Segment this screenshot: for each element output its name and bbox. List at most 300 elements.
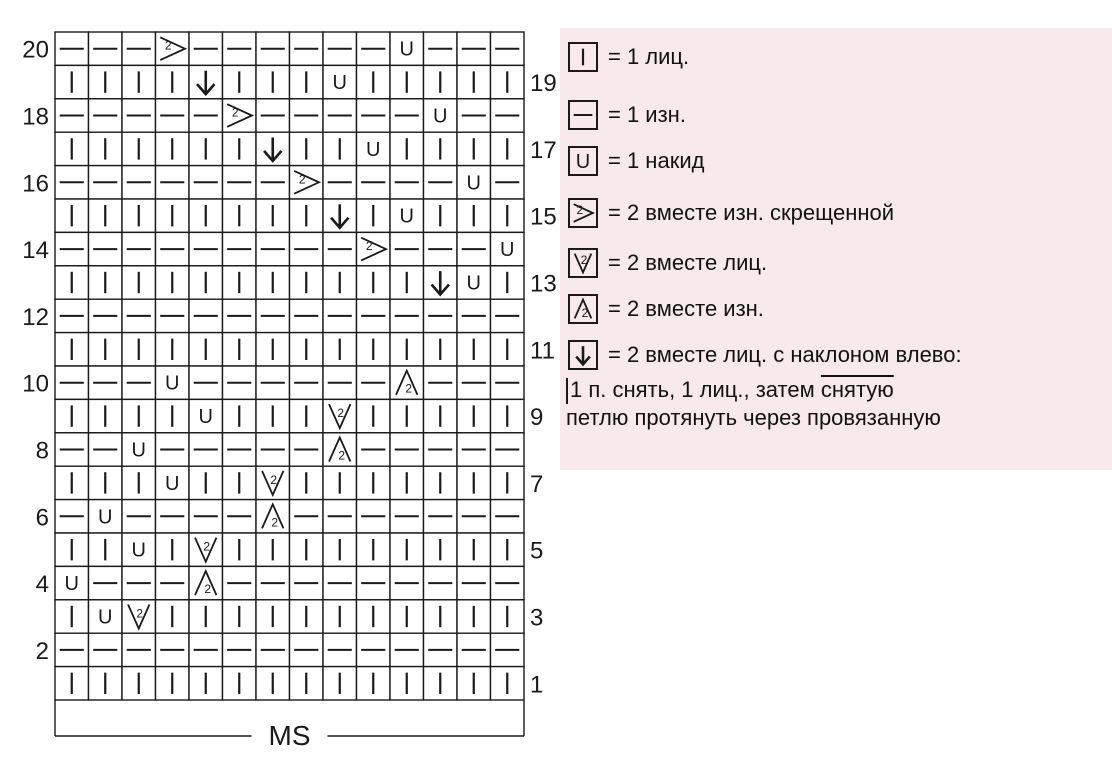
svg-text:2: 2 — [580, 253, 588, 267]
chart-cell — [256, 132, 290, 165]
chart-cell — [390, 466, 424, 499]
purl-stitch-icon — [568, 100, 598, 130]
stitch-symbol-yo — [333, 72, 347, 94]
chart-cell — [390, 600, 424, 633]
chart-cell — [156, 32, 190, 65]
chart-cell — [156, 500, 190, 533]
svg-text:2: 2 — [204, 582, 212, 597]
stitch-symbol-yo — [467, 172, 481, 194]
chart-caption: MS — [268, 720, 311, 751]
row-number: 6 — [35, 504, 49, 532]
stitch-symbol-yo — [98, 607, 112, 629]
chart-cell — [122, 633, 156, 666]
chart-cell — [89, 633, 123, 666]
chart-cell — [290, 166, 324, 199]
chart-cell — [390, 633, 424, 666]
chart-cell — [390, 166, 424, 199]
chart-cell — [122, 32, 156, 65]
row-number: 3 — [530, 604, 544, 632]
chart-cell — [457, 166, 491, 199]
stitch-symbol-yo — [132, 540, 146, 562]
chart-cell — [156, 566, 190, 599]
chart-cell — [156, 600, 190, 633]
chart-cell — [256, 299, 290, 332]
legend-item — [568, 248, 767, 278]
chart-cell — [290, 533, 324, 566]
row-number: 7 — [530, 470, 544, 498]
chart-cell — [156, 533, 190, 566]
chart-cell — [424, 399, 458, 432]
stitch-symbol-yo — [199, 406, 213, 428]
chart-cell — [89, 99, 123, 132]
row-number: 15 — [530, 203, 557, 231]
yarn-over-icon — [568, 146, 598, 176]
chart-cell — [323, 466, 357, 499]
chart-cell — [290, 232, 324, 265]
legend-item — [568, 294, 764, 324]
chart-cell — [290, 399, 324, 432]
stitch-symbol-yo — [400, 206, 414, 228]
svg-text:2: 2 — [337, 406, 345, 421]
chart-cell — [323, 600, 357, 633]
chart-cell — [122, 600, 156, 633]
chart-cell — [424, 366, 458, 399]
chart-cell — [457, 266, 491, 299]
chart-cell — [424, 266, 458, 299]
chart-cell — [89, 366, 123, 399]
chart-cell — [156, 266, 190, 299]
svg-text:U: U — [98, 606, 113, 629]
chart-cell — [290, 333, 324, 366]
chart-cell — [256, 466, 290, 499]
chart-cell — [122, 500, 156, 533]
chart-cell — [424, 99, 458, 132]
row-number: 4 — [35, 571, 49, 599]
chart-row — [55, 65, 524, 98]
chart-cell — [189, 266, 223, 299]
svg-text:2: 2 — [164, 38, 172, 53]
chart-cell — [491, 333, 525, 366]
chart-cell — [256, 199, 290, 232]
chart-cell — [256, 433, 290, 466]
chart-cell — [156, 466, 190, 499]
svg-text:U: U — [131, 439, 146, 462]
svg-text:U: U — [64, 573, 79, 596]
chart-cell — [256, 667, 290, 700]
chart-cell — [357, 667, 391, 700]
chart-cell — [189, 99, 223, 132]
legend-panel — [560, 28, 1112, 470]
legend-item-text: = 1 накид — [608, 148, 705, 173]
stitch-symbol-yo — [433, 106, 447, 128]
chart-cell — [323, 333, 357, 366]
chart-cell — [189, 32, 223, 65]
chart-cell — [357, 433, 391, 466]
chart-cell — [357, 633, 391, 666]
chart-cell — [55, 533, 89, 566]
chart-cell — [223, 566, 257, 599]
chart-row — [55, 333, 524, 366]
chart-cell — [491, 500, 525, 533]
chart-cell — [491, 633, 525, 666]
chart-cell — [457, 466, 491, 499]
chart-cell — [290, 99, 324, 132]
legend-note-line-2: петлю протянуть через провязанную — [566, 405, 941, 430]
chart-cell — [290, 667, 324, 700]
chart-cell — [55, 366, 89, 399]
chart-cell — [122, 299, 156, 332]
svg-text:2: 2 — [136, 606, 144, 621]
legend-item-text: = 2 вместе лиц. — [608, 250, 768, 275]
chart-cell — [189, 166, 223, 199]
svg-text:U: U — [466, 272, 481, 295]
chart-cell — [223, 32, 257, 65]
chart-cell — [323, 667, 357, 700]
chart-cell — [223, 199, 257, 232]
chart-cell — [424, 132, 458, 165]
chart-cell — [457, 433, 491, 466]
chart-cell — [357, 266, 391, 299]
chart-cell — [290, 500, 324, 533]
chart-cell — [424, 566, 458, 599]
chart-cell — [323, 299, 357, 332]
chart-cell — [390, 299, 424, 332]
chart-cell — [491, 466, 525, 499]
chart-row — [55, 600, 524, 633]
chart-cell — [323, 533, 357, 566]
chart-cell — [256, 600, 290, 633]
chart-cell — [357, 199, 391, 232]
chart-cell — [256, 500, 290, 533]
chart-cell — [457, 199, 491, 232]
chart-cell — [55, 32, 89, 65]
chart-cell — [290, 199, 324, 232]
chart-cell — [223, 166, 257, 199]
chart-cell — [290, 633, 324, 666]
stitch-symbol-yo — [500, 239, 514, 261]
chart-cell — [323, 399, 357, 432]
chart-cell — [89, 500, 123, 533]
chart-row — [55, 667, 524, 700]
chart-cell — [424, 166, 458, 199]
chart-cell — [55, 232, 89, 265]
chart-cell — [55, 65, 89, 98]
chart-cell — [491, 600, 525, 633]
svg-text:2: 2 — [203, 539, 211, 554]
chart-cell — [156, 99, 190, 132]
chart-cell — [424, 633, 458, 666]
legend-item — [568, 100, 686, 130]
chart-cell — [323, 166, 357, 199]
chart-cell — [390, 65, 424, 98]
svg-text:U: U — [399, 38, 414, 61]
chart-cell — [457, 132, 491, 165]
chart-cell — [491, 99, 525, 132]
row-number: 14 — [22, 237, 49, 265]
chart-cell — [491, 65, 525, 98]
chart-cell — [424, 299, 458, 332]
chart-cell — [223, 266, 257, 299]
chart-cell — [290, 65, 324, 98]
chart-cell — [122, 166, 156, 199]
chart-cell — [357, 566, 391, 599]
chart-cell — [357, 166, 391, 199]
chart-cell — [424, 533, 458, 566]
chart-cell — [189, 533, 223, 566]
chart-cell — [89, 266, 123, 299]
row-number: 17 — [530, 136, 557, 164]
chart-cell — [357, 299, 391, 332]
chart-cell — [223, 99, 257, 132]
chart-cell — [323, 132, 357, 165]
chart-cell — [189, 566, 223, 599]
row-number: 2 — [35, 637, 49, 665]
svg-text:U: U — [466, 172, 481, 195]
stitch-symbol-yo — [467, 273, 481, 295]
chart-cell — [122, 232, 156, 265]
chart-cell — [89, 466, 123, 499]
chart-cell — [390, 533, 424, 566]
chart-cell — [424, 466, 458, 499]
stitch-symbol-yo — [65, 573, 79, 595]
chart-cell — [89, 232, 123, 265]
chart-cell — [89, 566, 123, 599]
chart-row — [55, 466, 524, 499]
chart-cell — [290, 566, 324, 599]
chart-cell — [390, 266, 424, 299]
chart-row — [55, 633, 524, 666]
chart-row — [55, 533, 524, 566]
chart-cell — [357, 466, 391, 499]
svg-text:U: U — [332, 72, 347, 95]
chart-cell — [424, 232, 458, 265]
chart-cell — [323, 32, 357, 65]
stitch-symbol-yo — [165, 473, 179, 495]
chart-cell — [390, 399, 424, 432]
chart-cell — [424, 600, 458, 633]
chart-cell — [424, 500, 458, 533]
chart-cell — [189, 399, 223, 432]
svg-text:2: 2 — [270, 472, 278, 487]
chart-cell — [290, 266, 324, 299]
purl-2-together-crossed-icon — [568, 198, 598, 228]
chart-cell — [189, 366, 223, 399]
legend-item — [568, 146, 704, 176]
chart-cell — [223, 399, 257, 432]
chart-cell — [357, 533, 391, 566]
chart-cell — [491, 266, 525, 299]
chart-cell — [122, 99, 156, 132]
chart-cell — [491, 299, 525, 332]
chart-cell — [491, 533, 525, 566]
svg-text:2: 2 — [271, 515, 279, 530]
chart-cell — [122, 132, 156, 165]
chart-cell — [256, 533, 290, 566]
chart-cell — [256, 99, 290, 132]
chart-row — [55, 266, 524, 299]
chart-cell — [122, 399, 156, 432]
stitch-symbol-yo — [165, 373, 179, 395]
svg-text:U: U — [575, 151, 591, 173]
chart-cell — [357, 132, 391, 165]
chart-cell — [122, 65, 156, 98]
chart-cell — [390, 366, 424, 399]
chart-cell — [156, 366, 190, 399]
chart-cell — [156, 199, 190, 232]
chart-cell — [122, 466, 156, 499]
row-number: 18 — [22, 103, 49, 131]
chart-cell — [457, 566, 491, 599]
chart-cell — [457, 99, 491, 132]
chart-cell — [457, 299, 491, 332]
chart-cell — [491, 433, 525, 466]
chart-cell — [491, 232, 525, 265]
chart-cell — [256, 32, 290, 65]
chart-cell — [189, 633, 223, 666]
legend-item — [568, 42, 689, 72]
chart-cell — [89, 32, 123, 65]
svg-text:U: U — [165, 372, 180, 395]
chart-cell — [256, 166, 290, 199]
chart-cell — [55, 566, 89, 599]
chart-cell — [122, 433, 156, 466]
chart-cell — [122, 366, 156, 399]
chart-cell — [223, 433, 257, 466]
svg-text:U: U — [399, 205, 414, 228]
chart-row — [55, 166, 524, 199]
chart-cell — [89, 65, 123, 98]
chart-cell — [424, 65, 458, 98]
chart-cell — [323, 366, 357, 399]
chart-cell — [189, 132, 223, 165]
chart-cell — [457, 633, 491, 666]
chart-cell — [122, 333, 156, 366]
chart-cell — [156, 65, 190, 98]
chart-row — [55, 366, 524, 399]
chart-cell — [323, 199, 357, 232]
chart-cell — [55, 299, 89, 332]
chart-cell — [55, 333, 89, 366]
chart-cell — [256, 333, 290, 366]
legend-item-text: = 2 вместе изн. — [608, 296, 764, 321]
svg-text:U: U — [165, 472, 180, 495]
chart-cell — [491, 399, 525, 432]
chart-cell — [390, 99, 424, 132]
chart-cell — [156, 232, 190, 265]
chart-row — [55, 399, 524, 432]
chart-cell — [223, 667, 257, 700]
svg-text:2: 2 — [365, 239, 373, 254]
chart-cell — [223, 299, 257, 332]
chart-cell — [491, 132, 525, 165]
chart-cell — [357, 333, 391, 366]
chart-cell — [323, 433, 357, 466]
legend-item-text: = 2 вместе лиц. с наклоном влево: — [608, 342, 962, 367]
chart-cell — [357, 366, 391, 399]
chart-row — [55, 566, 524, 599]
chart-cell — [156, 166, 190, 199]
legend-item-text: = 2 вместе изн. скрещенной — [608, 200, 895, 225]
chart-cell — [457, 667, 491, 700]
knit-2-together-left-icon — [568, 340, 598, 370]
chart-cell — [491, 166, 525, 199]
chart-cell — [189, 199, 223, 232]
chart-cell — [491, 667, 525, 700]
legend-item-text: = 1 изн. — [608, 102, 686, 127]
chart-cell — [55, 132, 89, 165]
chart-cell — [323, 232, 357, 265]
chart-cell — [491, 366, 525, 399]
svg-text:U: U — [433, 105, 448, 128]
svg-text:U: U — [98, 506, 113, 529]
knit-2-together-icon — [568, 248, 598, 278]
chart-cell — [424, 333, 458, 366]
chart-cell — [390, 566, 424, 599]
chart-cell — [457, 399, 491, 432]
chart-cell — [457, 533, 491, 566]
chart-cell — [122, 266, 156, 299]
chart-cell — [424, 32, 458, 65]
row-number: 19 — [530, 70, 557, 98]
chart-cell — [89, 533, 123, 566]
chart-cell — [189, 333, 223, 366]
chart-cell — [223, 132, 257, 165]
svg-text:2: 2 — [231, 105, 239, 120]
chart-cell — [357, 600, 391, 633]
chart-cell — [290, 299, 324, 332]
chart-row — [55, 132, 524, 165]
chart-cell — [323, 566, 357, 599]
chart-cell — [122, 199, 156, 232]
chart-cell — [223, 633, 257, 666]
chart-cell — [256, 65, 290, 98]
chart-cell — [156, 633, 190, 666]
chart-cell — [390, 667, 424, 700]
svg-text:2: 2 — [338, 448, 346, 463]
chart-cell — [323, 633, 357, 666]
row-number: 16 — [22, 170, 49, 198]
stitch-symbol-yo — [132, 440, 146, 462]
chart-cell — [256, 266, 290, 299]
chart-cell — [357, 500, 391, 533]
chart-cell — [189, 299, 223, 332]
chart-cell — [189, 600, 223, 633]
chart-cell — [457, 500, 491, 533]
chart-cell — [55, 600, 89, 633]
chart-cell — [156, 433, 190, 466]
chart-cell — [55, 667, 89, 700]
chart-cell — [256, 366, 290, 399]
chart-cell — [89, 333, 123, 366]
chart-cell — [55, 399, 89, 432]
chart-cell — [491, 199, 525, 232]
chart-row — [55, 232, 524, 265]
chart-cell — [122, 533, 156, 566]
legend-note-line-1: 1 п. снять, 1 лиц., затем снятую — [566, 376, 894, 404]
chart-cell — [156, 132, 190, 165]
svg-text:2: 2 — [576, 203, 584, 217]
svg-text:U: U — [198, 406, 213, 429]
chart-cell — [357, 65, 391, 98]
row-number: 12 — [22, 303, 49, 331]
chart-cell — [290, 32, 324, 65]
chart-row — [55, 99, 524, 132]
stitch-symbol-yo — [400, 39, 414, 61]
chart-cell — [55, 466, 89, 499]
chart-cell — [89, 399, 123, 432]
chart-cell — [122, 566, 156, 599]
chart-cell — [189, 232, 223, 265]
